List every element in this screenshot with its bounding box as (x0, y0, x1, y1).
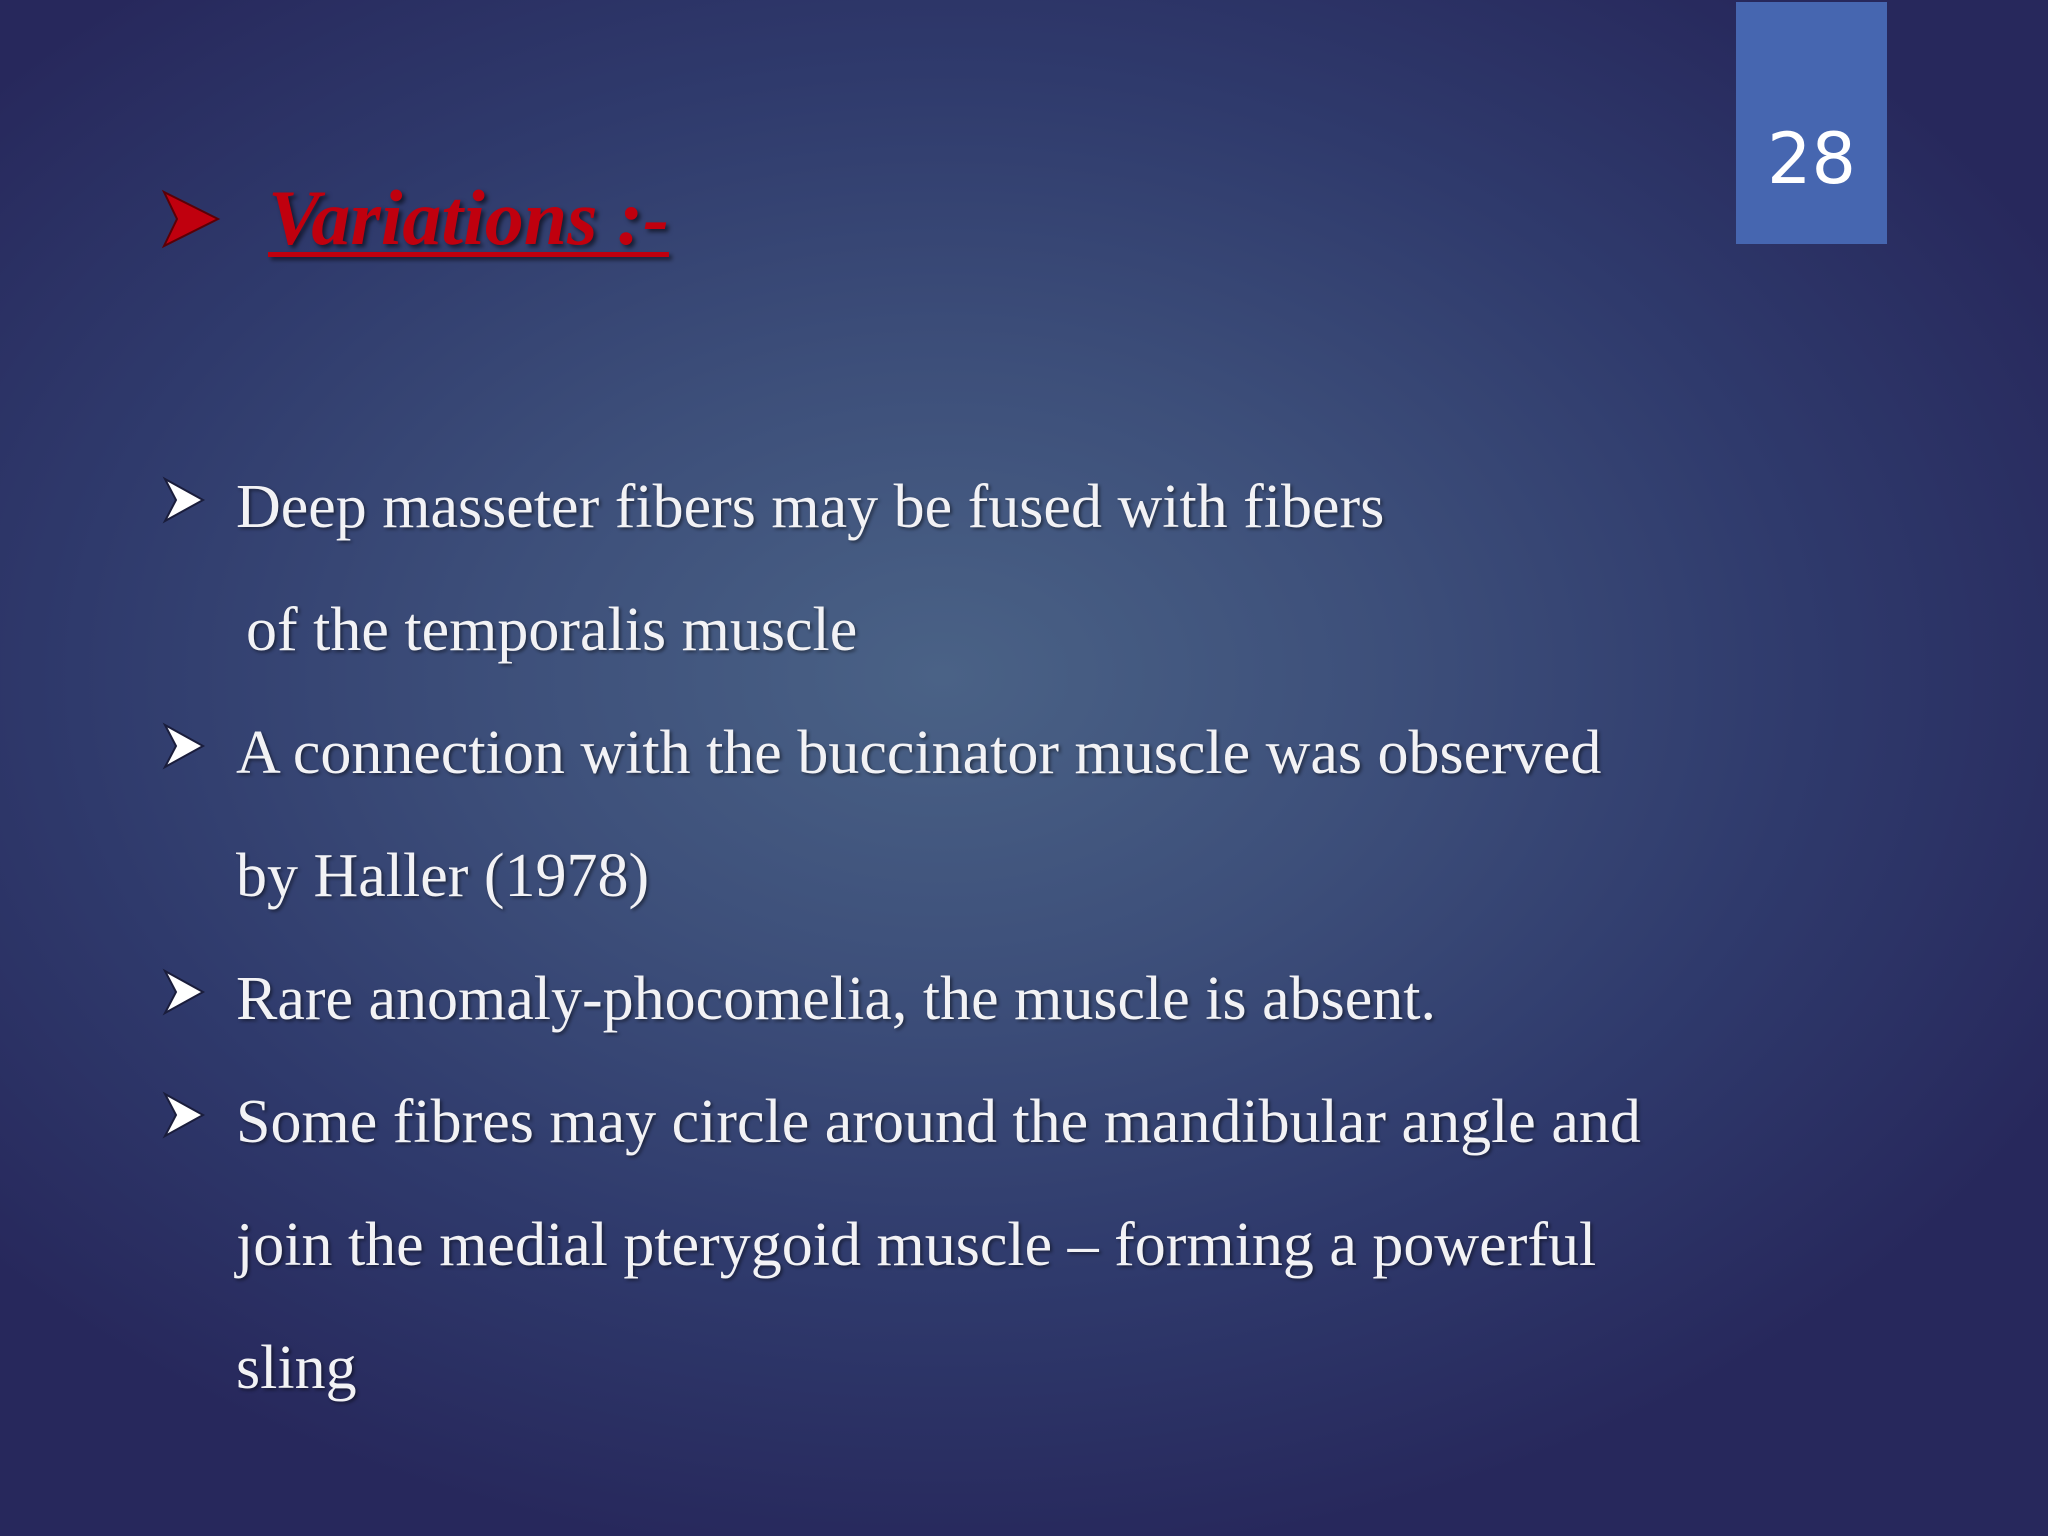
arrowhead-bullet-icon (162, 968, 206, 1016)
arrowhead-bullet-icon (162, 476, 206, 524)
bullet-list (160, 446, 1820, 1430)
list-item (160, 692, 1820, 938)
heading-title: Variations :- (268, 174, 669, 261)
list-item (160, 446, 1820, 692)
page-number-box (1736, 2, 1887, 244)
bullet-line: of the temporalis muscle (246, 596, 858, 664)
arrowhead-bullet-icon (162, 1091, 206, 1139)
bullet-line: join the medial pterygoid muscle – forming a powerful (236, 1211, 1597, 1279)
bullet-line: Rare anomaly-phocomelia, the muscle is absent. (236, 965, 1437, 1033)
page-number: 28 (1766, 118, 1857, 200)
bullet-line: A connection with the buccinator muscle was observed (236, 719, 1602, 787)
arrowhead-bullet-icon (160, 188, 222, 250)
list-item (160, 938, 1820, 1061)
slide-heading (160, 168, 669, 278)
arrowhead-bullet-icon (162, 722, 206, 770)
bullet-line: Some fibres may circle around the mandibular angle and (236, 1088, 1641, 1156)
list-item (160, 1061, 1820, 1430)
bullet-line: sling (236, 1334, 357, 1402)
bullet-line: by Haller (1978) (236, 842, 650, 910)
bullet-line: Deep masseter fibers may be fused with fibers (236, 473, 1385, 541)
